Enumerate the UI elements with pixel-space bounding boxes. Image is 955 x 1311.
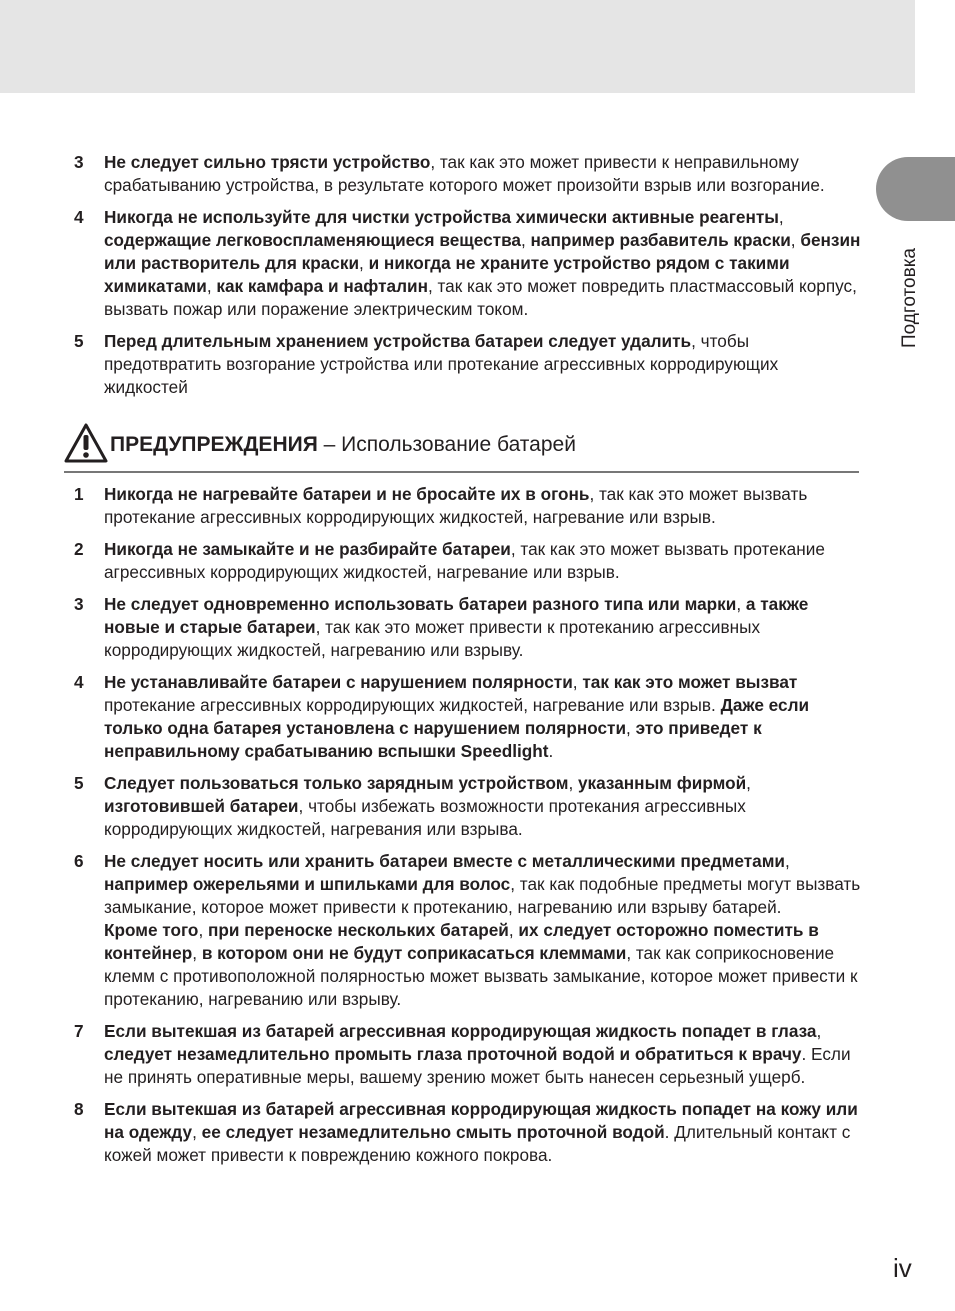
item-text: Никогда не используйте для чистки устройства химически активные реагенты, содержащие легковоспламеняющиеся вещества, например разбавитель краски, бензин или растворитель для краски, и никогда не храните устройство рядом с такими химикатами, как камфара и нафталин, так как это может повредить пластмассовый корпус, вызвать пожар или поражение электрическим током. <box>104 207 861 319</box>
section-tab <box>876 157 955 221</box>
list-item <box>74 850 864 1011</box>
item-text: Никогда не нагревайте батареи и не бросайте их в огонь, так как это может вызвать протекание агрессивных корродирующих жидкостей, нагревание или взрыв. <box>104 484 808 527</box>
list-item <box>74 772 864 841</box>
item-text: Не следует сильно трясти устройство, так как это может привести к неправильному срабатыванию устройства, в результате которого может произойти взрыв или возгорание. <box>104 152 825 195</box>
header-band <box>0 0 915 93</box>
list-item <box>74 1020 864 1089</box>
list-item <box>74 1098 864 1167</box>
item-text: Перед длительным хранением устройства батареи следует удалить, чтобы предотвратить возгорание устройства или протекание агрессивных корродирующих жидкостей <box>104 331 779 397</box>
item-number: 8 <box>74 1099 84 1119</box>
item-number: 3 <box>74 152 84 172</box>
page-content <box>74 151 864 1176</box>
section-title-rest: – Использование батарей <box>317 433 576 456</box>
handling-warnings-list <box>74 151 864 399</box>
item-number: 4 <box>74 207 84 227</box>
battery-warnings-heading <box>64 423 859 473</box>
item-number: 6 <box>74 851 84 871</box>
section-tab-label: Подготовка <box>899 247 920 348</box>
battery-warnings-list <box>74 483 864 1167</box>
list-item <box>74 671 864 763</box>
section-title-bold: ПРЕДУПРЕЖДЕНИЯ <box>110 433 318 456</box>
item-text: Следует пользоваться только зарядным устройством, указанным фирмой, изготовившей батареи, чтобы избежать возможности протекания агрессивных корродирующих жидкостей, нагревания или взрыва. <box>104 773 751 839</box>
list-item <box>74 151 864 197</box>
item-number: 3 <box>74 594 84 614</box>
item-number: 7 <box>74 1021 84 1041</box>
item-number: 4 <box>74 672 84 692</box>
item-text: Если вытекшая из батарей агрессивная корродирующая жидкость попадет в глаза, следует незамедлительно промыть глаза проточной водой и обратиться к врачу. Если не принять оперативные меры, вашему зрению может быть нанесен серьезный ущерб. <box>104 1021 851 1087</box>
list-item <box>74 330 864 399</box>
item-text: Если вытекшая из батарей агрессивная корродирующая жидкость попадет на кожу или на одежду, ее следует незамедлительно смыть проточной водой. Длительный контакт с кожей может привести к повреждению кожного покрова. <box>104 1099 858 1165</box>
page-number: iv <box>893 1253 912 1283</box>
item-text: Не следует одновременно использовать батареи разного типа или марки, а также новые и старые батареи, так как это может привести к протеканию агрессивных корродирующих жидкостей, нагреванию или взрыву. <box>104 594 809 660</box>
item-text: Не устанавливайте батареи с нарушением полярности, так как это может вызват протекание агрессивных корродирующих жидкостей, нагревание или взрыв. Даже если только одна батарея установлена с нарушением полярности, это приведет к неправильному срабатыванию вспышки Speedlight. <box>104 672 810 761</box>
section-title <box>110 432 576 458</box>
item-number: 5 <box>74 331 84 351</box>
list-item <box>74 593 864 662</box>
item-number: 2 <box>74 539 84 559</box>
item-number: 1 <box>74 484 84 504</box>
item-text: Никогда не замыкайте и не разбирайте батареи, так как это может вызвать протекание агрессивных корродирующих жидкостей, нагревание или взрыв. <box>104 539 825 582</box>
list-item <box>74 538 864 584</box>
item-text: Не следует носить или хранить батареи вместе с металлическими предметами, например ожерельями и шпильками для волос, так как подобные предметы могут вызвать замыкание, которое может привести к протеканию, нагреванию или взрыву батарей. Кроме того, при переноске нескольких батарей, их следует осторожно поместить в контейнер, в котором они не будут соприкасаться клеммами, так как соприкосновение клемм с противоположной полярностью может вызвать замыкание, которое может привести к протеканию, нагреванию или взрыву. <box>104 851 861 1009</box>
list-item <box>74 206 864 321</box>
list-item <box>74 483 864 529</box>
warning-triangle-icon <box>64 423 108 463</box>
item-number: 5 <box>74 773 84 793</box>
